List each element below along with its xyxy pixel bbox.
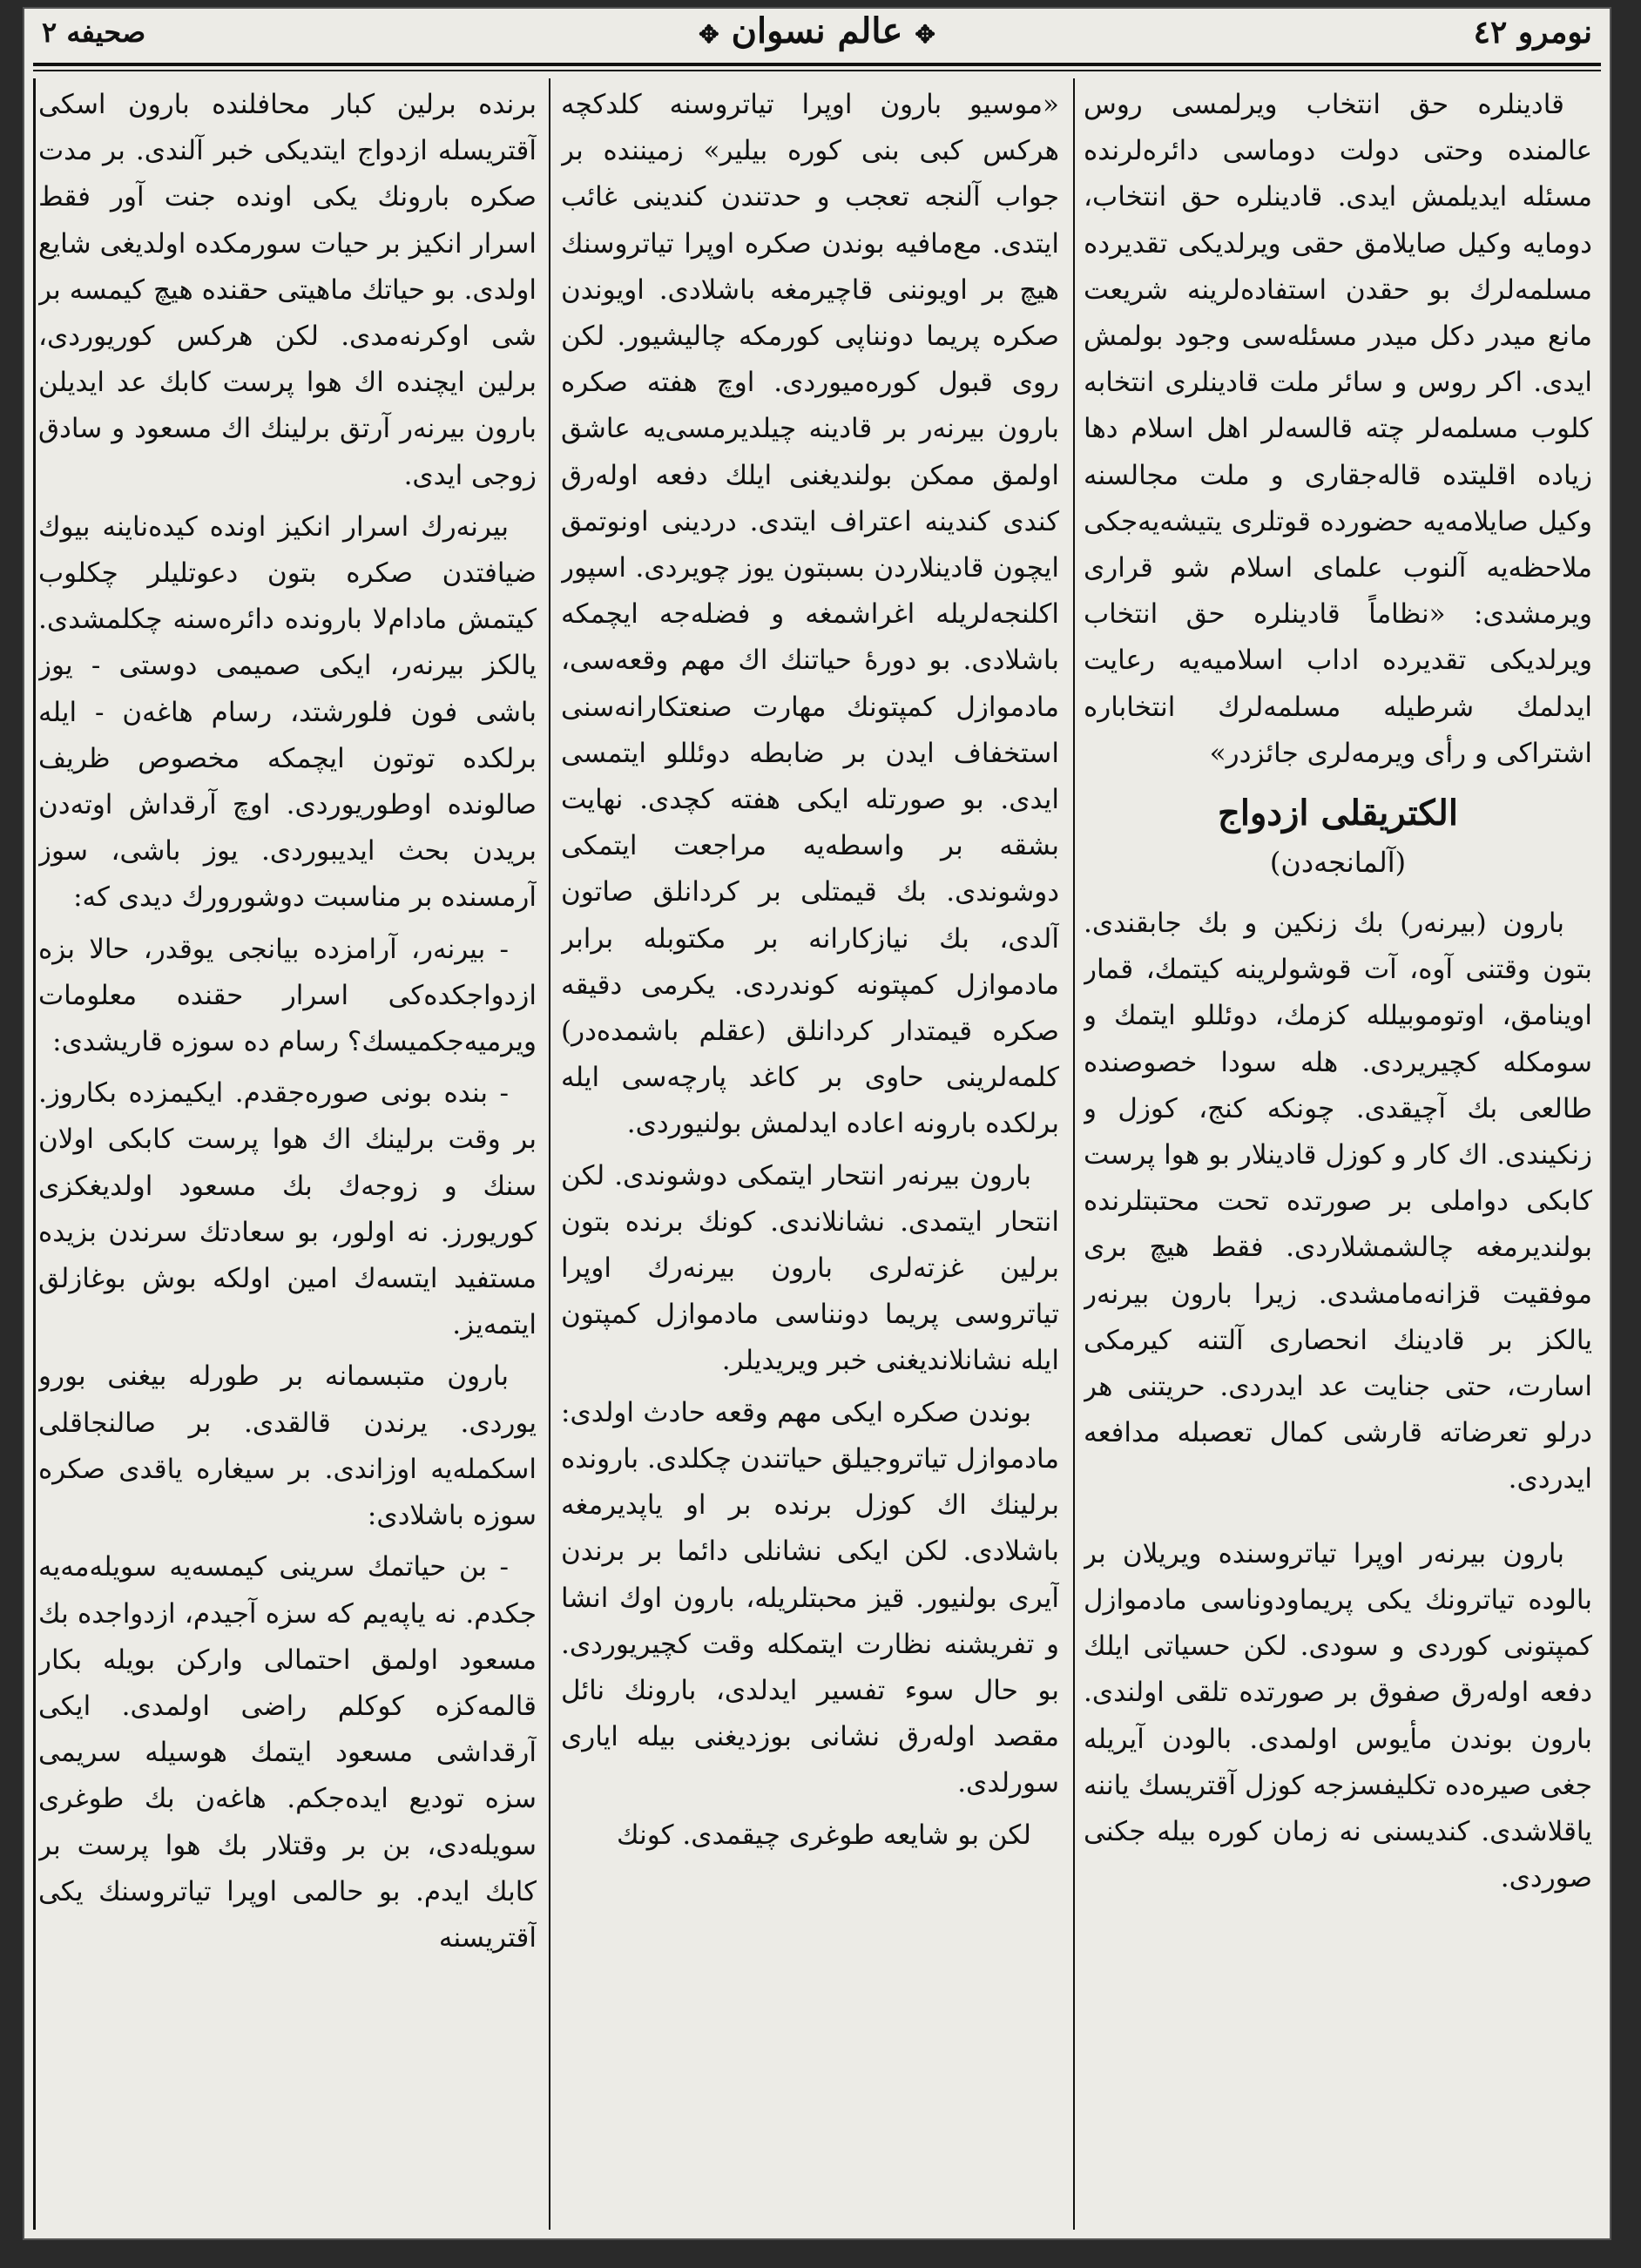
column-right bbox=[1084, 82, 1592, 2224]
article-paragraph: قادینلره حق انتخاب ویرلمسی روس عالمنده وحتی دولت دوماسی دائره‌لرنده مسئله ایدیلمش ایدی. قادینلره حق انتخاب، دومایه وکیل صایلامق حقی ویرلدیکی تقدیرده مسلمه‌لرك بو حقدن استفاده‌لرینه شریعت مانع میدر دکل میدر مسئله‌سی وجود بولمش ایدی. اکر روس و سائر ملت قادینلری انتخابه کلوب مسلمه‌لر چته قالسه‌لر اهل اسلام دها زیاده اقلیتده قاله‌جقاری و ملت مجالسنه وکیل صایلامه‌یه حضورده قوتلری یتیشه‌یه‌جکی ملاحظه‌یه آلنوب علمای اسلام شو قراری ویرمشدی: «نظاماً قادینلره حق انتخاب ویرلدیکی تقدیرده اداب اسلامیه‌یه رعایت ایدلمك شرطیله مسلمه‌لرك انتخاباره اشتراکی و رأی ویرمه‌لری جائزدر» bbox=[1084, 89, 1592, 769]
article-paragraph: بیرنه‌رك اسرار انکیز اونده کیده‌ناینه بیوك ضیافتدن صکره بتون دعوتلیلر چکلوب کیتمش مادام‌لا بارونده دائره‌سنه چکلمشدی. یالکز بیرنه‌ر، ایکی صمیمی دوستی - یوز باشی فون فلورشتد، رسام هاغه‌ن - ایله برلکده توتون ایچمکه مخصوص ظریف صالونده اوطوریوردی. اوچ آرقداش اوته‌دن بریدن بحث ایدیبوردی. یوز باشی، سوز آرمسنده بر مناسبت دوشورورك دیدی که: bbox=[38, 510, 537, 914]
newspaper-page bbox=[24, 9, 1610, 2238]
article-subheading: (آلمانجه‌دن) bbox=[1269, 846, 1407, 880]
article-paragraph: - بنده بونی صوره‌جقدم. ایکیمزده بکاروز. بر وقت برلینك اك هوا پرست کابکی اولان سنك و زوجه‌ك بك مسعود اولدیغکزی کوریورز. نه اولور، بو سعادتك سرندن بزیده مستفید ایتسه‌ك امین اولکه بوش بوغازلق ایتمه‌یز. bbox=[38, 1077, 537, 1341]
issue-number: نومرو ٤٢ bbox=[1473, 14, 1592, 51]
article-paragraph: لکن بو شایعه طوغری چیقمدی. کونك bbox=[616, 1819, 1031, 1851]
article-paragraph: بارون بیرنه‌ر انتحار ایتمکی دوشوندی. لکن انتحار ایتمدی. نشانلاندی. کونك برنده بتون برلین غزته‌لری بارون بیرنه‌رك اوپرا تیاتروسی پریما دونناسی مادموازل کمپتون ایله نشانلاندیغنی خبر ویریدیلر. bbox=[561, 1159, 1059, 1377]
article-paragraph: بارون متبسمانه بر طورله بیغنی بورو یوردی. یرندن قالقدی. بر صالنجاقلی اسکمله‌یه اوزاندی. بر سیغاره یاقدی صکره سوزه باشلادی: bbox=[38, 1360, 537, 1532]
page-left-border bbox=[33, 78, 36, 2230]
article-paragraph: بارون بیرنه‌ر اوپرا تیاتروسنده ویریلان بر بالوده تیاترونك یکی پریماودوناسی مادموازل کمپتونی کوردی و سودی. لکن حسیاتی ایلك دفعه اوله‌رق صفوق بر صورتده تلقی اولندی. بارون بوندن مأیوس اولمدی. بالودن آیریله جغی صیره‌ده تکلیفسزجه کوزل آقتریسك یاننه یاقلاشدی. کندیسنی نه زمان کوره بیله جکنی صوردی. bbox=[1084, 1537, 1592, 1894]
newspaper-title bbox=[547, 10, 1087, 51]
article-paragraph: بوندن صکره ایکی مهم وقعه حادث اولدی: مادموازل تیاتروجیلق حیاتندن چکلدی. بارونده برلینك اك کوزل برنده بر او یاپدیرمغه باشلادی. لکن ایکی نشانلی دائما بر برندن آیری بولنیور. قیز محبتلریله، بارون اوك انشا و تفریشنه نظارت ایتمکله وقت کچیریوردی. بو حال سوء تفسیر ایدلدی، بارونك نائل مقصد اوله‌رق نشانی بوزدیغنی بیله ایاری سورلدی. bbox=[561, 1396, 1059, 1799]
article-paragraph: - بن حیاتمك سرینی کیمسه‌یه سویله‌مه‌یه جکدم. نه یاپه‌یم که سزه آجیدم، ازدواجده بك مسعود اولمق احتمالی وارکن بویله بکار قالمه‌کزه کوکلم راضی اولمدی. ایکی آرقداشی مسعود ایتمك هوسیله سریمی سزه تودیع ایده‌جکم. هاغه‌ن بك طوغری سویله‌دی، بن بر وقتلار بك هوا پرست بر کابك ایدم. بو حالمی اوپرا تیاتروسنك یکی آقتریسنه bbox=[38, 1551, 537, 1954]
ornament-right-icon: ✥ bbox=[915, 20, 935, 49]
article-paragraph: «موسیو بارون اوپرا تیاتروسنه کلدکچه هرکس کبی بنی کوره بیلیر» زمیننده بر جواب آلنجه تعجب و حدتندن کندینی غائب ایتدی. مع‌مافیه بوندن صکره اوپرا تیاتروسنك هیچ بر اویوننی قاچیرمغه باشلادی. اویوندن صکره پریما دونناپی کورمکه چالیشیور. لکن روی قبول کوره‌میوردی. اوچ هفته صکره بارون بیرنه‌ر بر قادینه چیلدیرمسی‌یه عاشق اولمق ممکن بولندیغنی ایلك دفعه اوله‌رق کندی کندینه اعتراف ایتدی. دردینی اونوتمق ایچون قادینلاردن بسبتون یوز چویردی. اسپور اکلنجه‌لریله اغراشمغه و فضله‌جه ایچمکه باشلادی. بو دورۀ حیاتنك اك مهم وقعه‌سی، مادموازل کمپتونك مهارت صنعتکارانه‌سنی استخفاف ایدن بر ضابطه دوئللو ایتمسی ایدی. بو صورتله ایکی هفته کچدی. نهایت بشقه بر واسطه‌یه مراجعت ایتمکی دوشوندی. بك قیمتلی بر کردانلق صاتون آلدی، بك نیازکارانه بر مکتوبله برابر مادموازل کمپتونه کوندردی. یکرمی دقیقه صکره قیمتدار کردانلق (عقلم باشمده‌در) کلمه‌لرینی حاوی بر کاغد پارچه‌سی ایله برلکده بارونه اعاده ایدلمش بولنیوردی. bbox=[561, 89, 1059, 1140]
column-left bbox=[38, 82, 537, 2224]
column-divider-right bbox=[1073, 78, 1075, 2230]
masthead bbox=[24, 9, 1610, 61]
ornament-left-icon: ✥ bbox=[699, 20, 719, 49]
column-divider-left bbox=[549, 78, 550, 2230]
column-middle bbox=[561, 82, 1059, 2224]
newspaper-title-text: عالم نسوان bbox=[731, 10, 903, 51]
article-paragraph: - بیرنه‌ر، آرامزده بیانجی یوقدر، حالا بزه ازدواجکده‌کی اسرار حقنده معلومات ویرمیه‌جکمیسك؟ رسام ده سوزه قاریشدی: bbox=[38, 933, 537, 1058]
header-rule bbox=[33, 63, 1601, 66]
article-paragraph: برنده برلین کبار محافلنده بارون اسکی آقتریسله ازدواج ایتدیکی خبر آلندی. بر مدت صکره بارونك یکی اونده جنت آور فقط اسرار انکیز بر حیات سورمکده اولدیغی شایع اولدی. بو حیاتك ماهیتی حقنده هیچ کیمسه بر شی اوکرنه‌مدی. لکن هرکس کوریوردی، برلین ایچنده اك هوا پرست کابك عد ایدیلن بارون بیرنه‌ر آرتق برلینك اك مسعود و سادق زوجی ایدی. bbox=[38, 89, 537, 491]
header-rule-thin bbox=[33, 70, 1601, 71]
article-paragraph: بارون (بیرنه‌ر) بك زنکین و بك جابقندی. بتون وقتنی آوه، آت قوشولرینه کیتمك، قمار اوینامق، اوتوموبیلله کزمك، دوئللو ایتمك و سومکله کچیریردی. هله سودا خصوصنده طالعی بك آچیقدی. چونکه کنج، کوزل و زنکیندی. اك کار و کوزل قادینلار بو هوا پرست کابکی دواملی بر صورتده تحت محتبتلرنده بولندیرمغه چالشمشلاردی. فقط هیچ بری موفقیت قزانه‌مامشدی. زیرا بارون بیرنه‌ر یالکز بر قادینك انحصاری آلتنه کیرمکی اسارت، حتی جنایت عد ایدردی. حریتنی هر درلو تعرضاته قارشی کمال تعصبله مدافعه ایدردی. bbox=[1084, 908, 1592, 1495]
page-number: صحیفه ٢ bbox=[42, 16, 146, 49]
article-heading: الکتریقلی ازدواج bbox=[1218, 793, 1458, 834]
